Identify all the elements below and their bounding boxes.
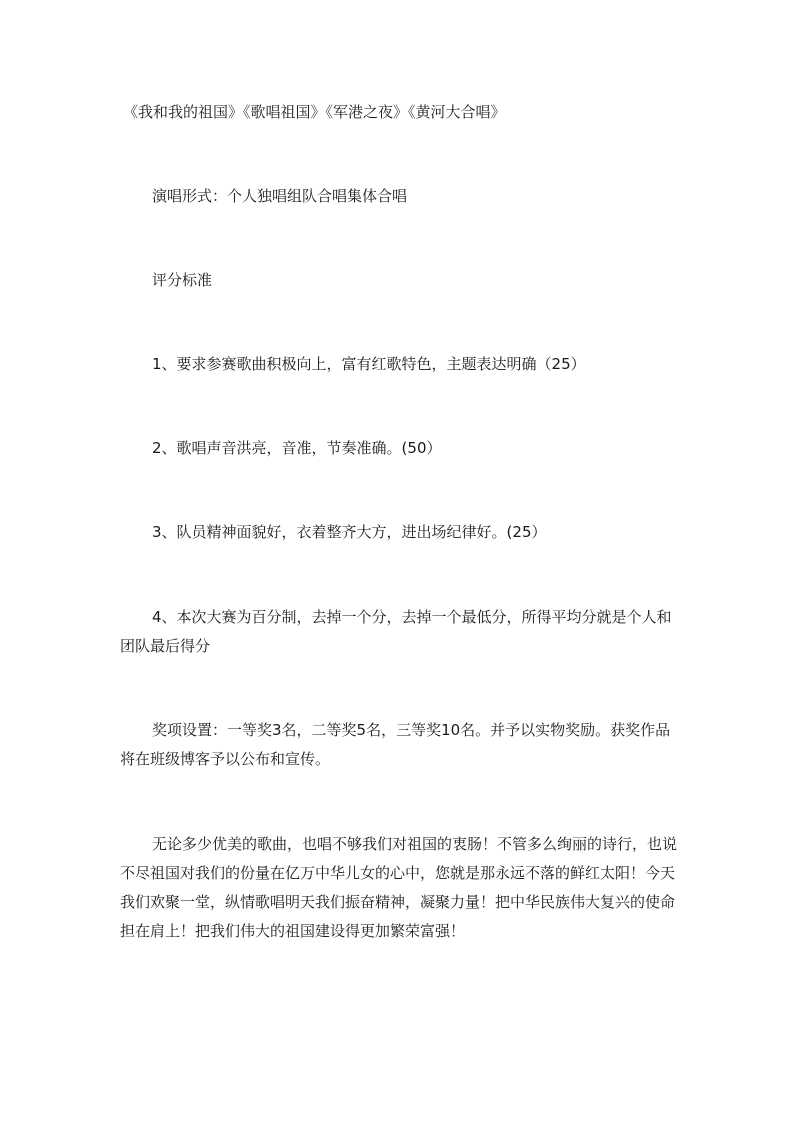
criterion-3: 3、队员精神面貌好，衣着整齐大方，进出场纪律好。(25） [152, 523, 547, 541]
criterion-2: 2、歌唱声音洪亮，音准，节奏准确。(50） [152, 439, 442, 457]
performance-form: 演唱形式：个人独唱组队合唱集体合唱 [152, 187, 408, 205]
awards-paragraph: 奖项设置：一等奖3名，二等奖5名，三等奖10名。并予以实物奖励。获奖作品将在班级博客予以公布和宣传。 [120, 721, 671, 768]
song-list: 《我和我的祖国》《歌唱祖国》《军港之夜》《黄河大合唱》 [123, 103, 506, 121]
criterion-4: 4、本次大赛为百分制，去掉一个分，去掉一个最低分，所得平均分就是个人和团队最后得分 [120, 608, 672, 655]
closing-paragraph: 无论多少优美的歌曲，也唱不够我们对祖国的衷肠！不管多么绚丽的诗行，也说不尽祖国对我们的份量在亿万中华儿女的心中，您就是那永远不落的鲜红太阳！今天我们欢聚一堂，纵情歌唱明天我们振奋精神，凝聚力量！把中华民族伟大复兴的使命担在肩上！把我们伟大的祖国建设得更加繁荣富强！ [120, 835, 678, 940]
criterion-1: 1、要求参赛歌曲积极向上，富有红歌特色，主题表达明确（25） [152, 355, 586, 373]
scoring-heading: 评分标准 [152, 271, 213, 289]
